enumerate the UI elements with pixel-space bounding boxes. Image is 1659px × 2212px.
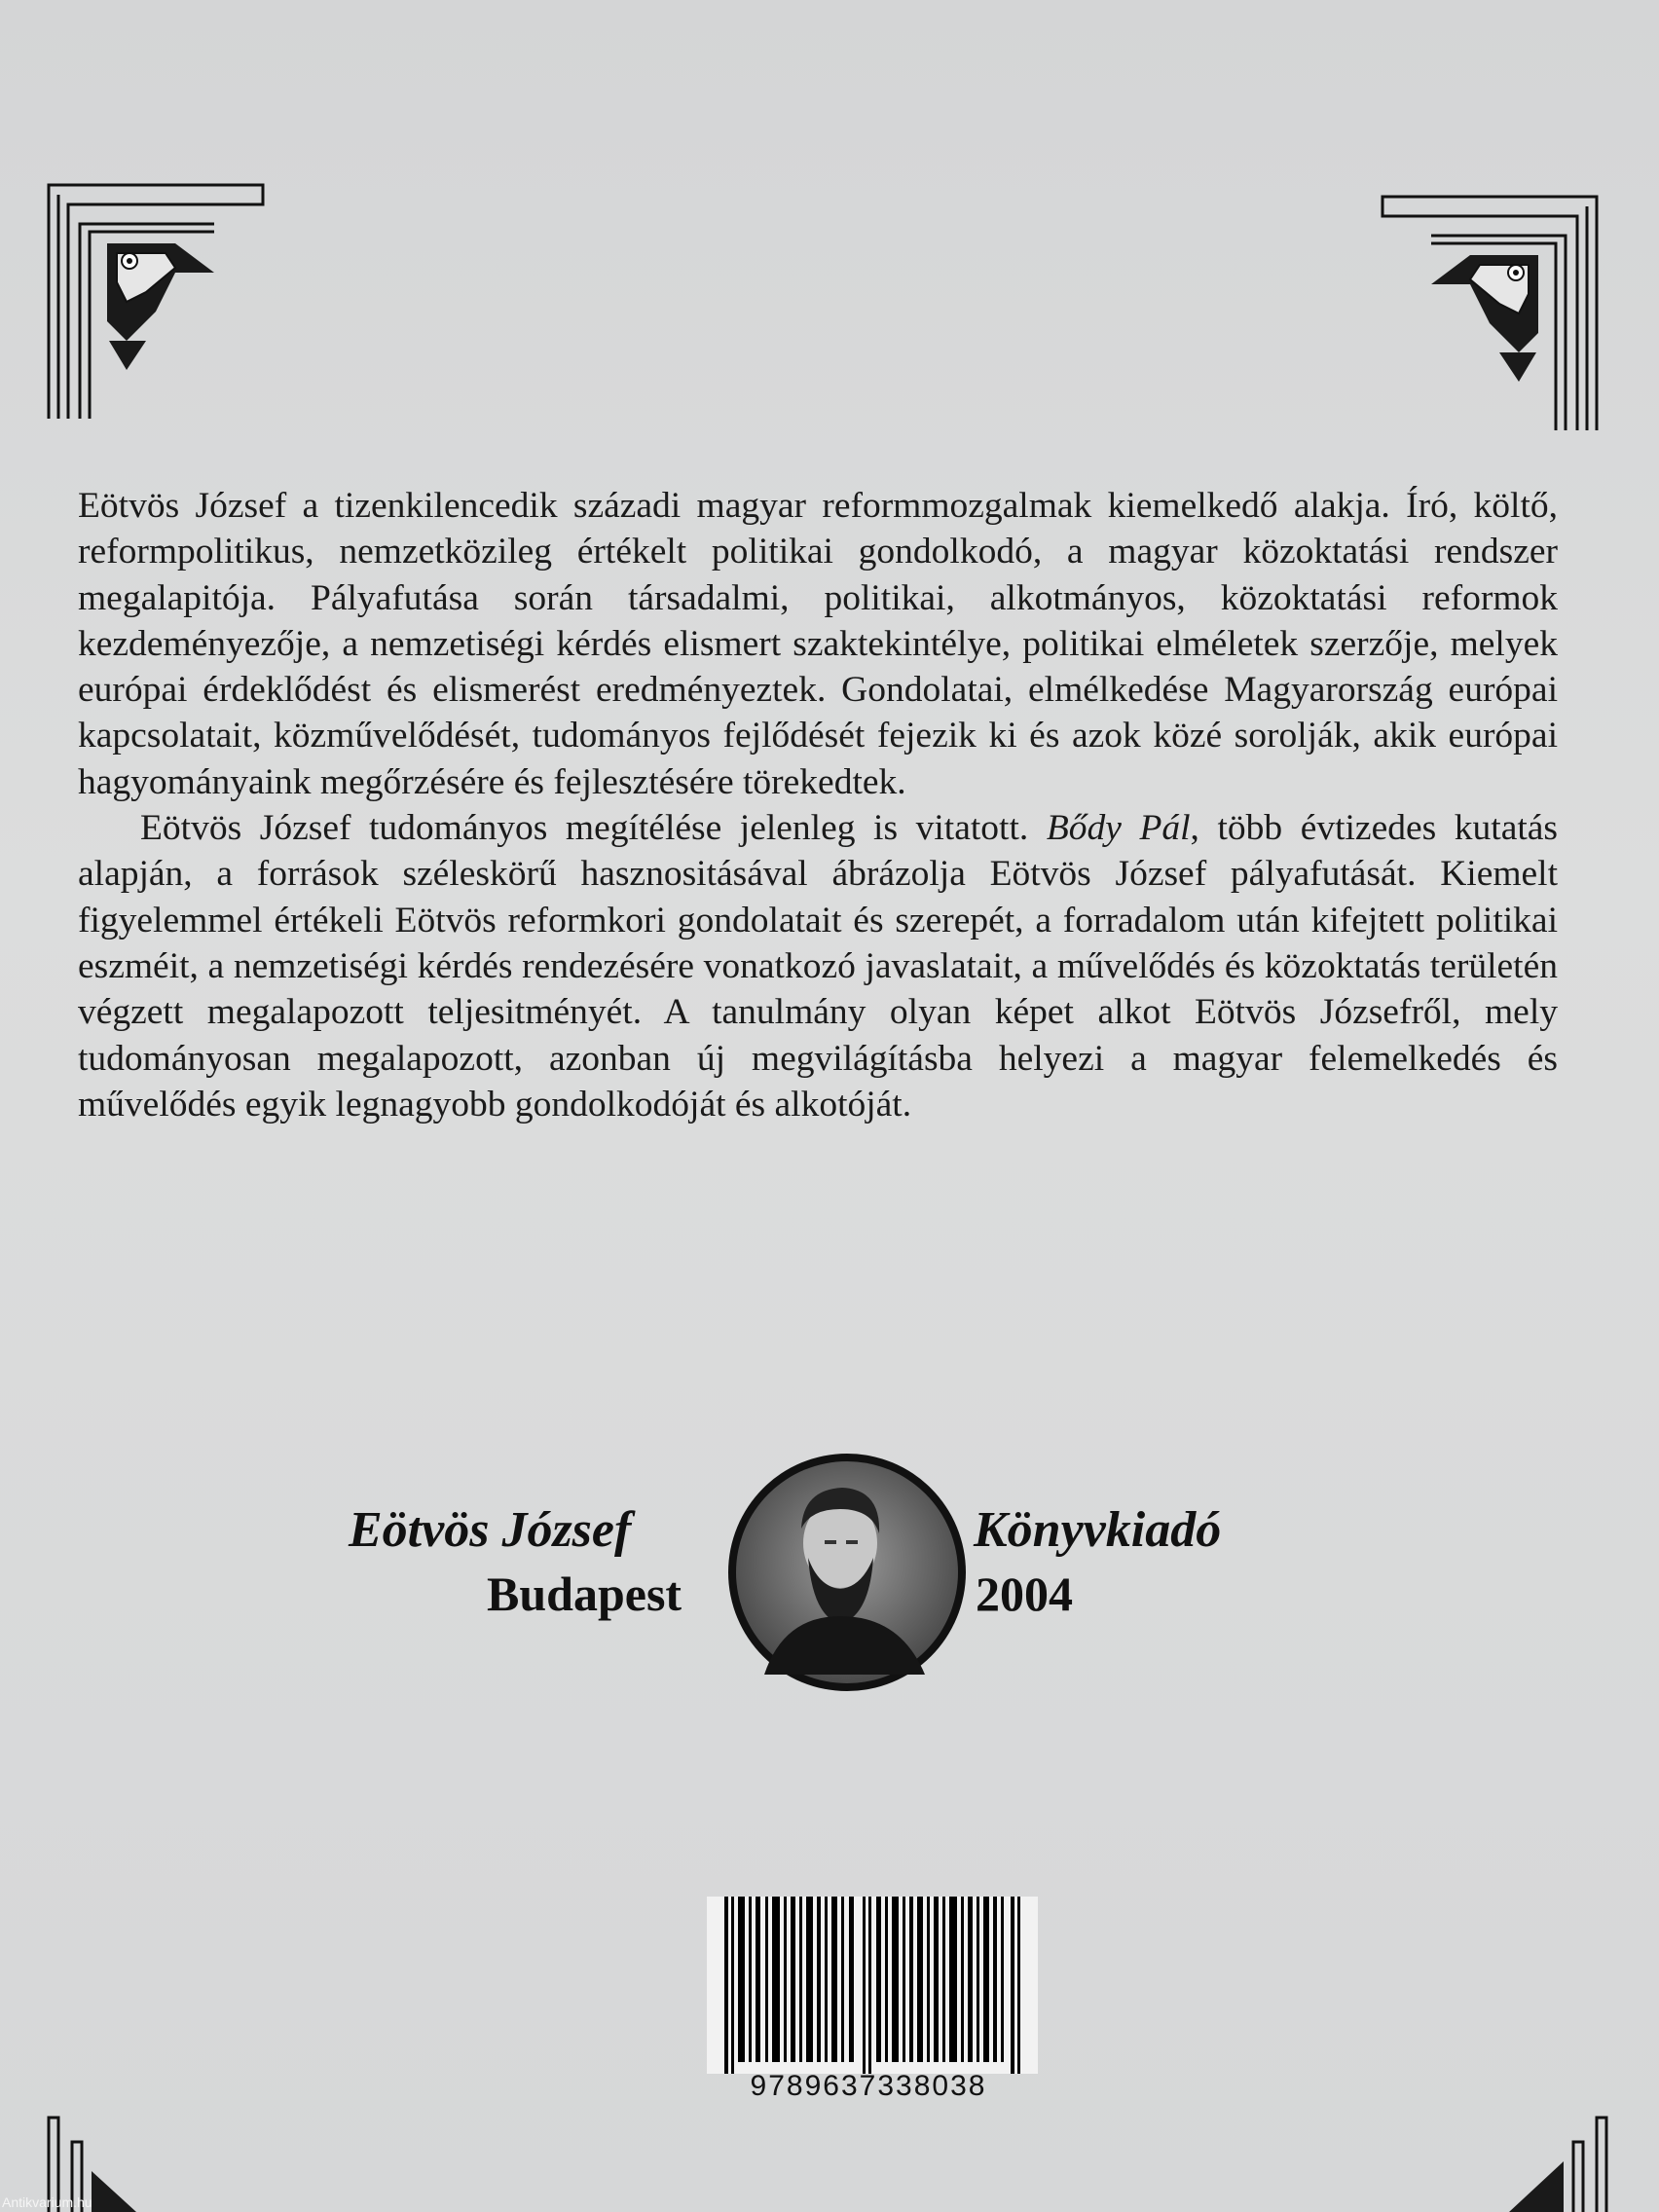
publisher-name-right: Könyvkiadó	[974, 1502, 1222, 1558]
paragraph-2-intro: Eötvös József tudományos megítélése jelenleg is vitatott.	[140, 808, 1047, 849]
description-paragraph-1: Eötvös József a tizenkilencedik századi magyar reformmozgalmak kiemelkedő alakja. Író, költő, reformpolitikus, nemzetközileg értékelt politikai gondolkodó, a magyar közoktatási rendszer megalapitója. Pályafutása során társadalmi, politikai, alkotmányos, közoktatási reformok kezdeményezője, a nemzetiségi kérdés elismert szaktekintélye, politikai elméletek szerzője, melyek európai érdeklődést és elismerést eredményeztek. Gondolatai, elmélkedése Magyarország európai kapcsolatait, közművelődését, tudományos fejlődését fejezik ki és azok közé sorolják, akik európai hagyományaink megőrzésére és fejlesztésére törekedtek.	[78, 486, 1558, 802]
publication-year: 2004	[976, 1567, 1073, 1621]
description-paragraph-2	[78, 805, 1558, 1127]
barcode-bars-icon	[707, 1897, 1038, 2074]
portrait-medallion-icon	[725, 1451, 969, 1694]
isbn-number: 9789637338038	[750, 2070, 987, 2102]
corner-ornament-top-left-icon	[29, 175, 282, 428]
watermark-label: Antikvarium.hu	[2, 2194, 92, 2210]
author-name: Bődy Pál	[1046, 808, 1191, 849]
isbn-barcode	[693, 1897, 1044, 2111]
corner-ornament-top-right-icon	[1363, 187, 1616, 440]
publisher-block	[341, 1451, 1314, 1704]
corner-ornament-bottom-right-icon	[1490, 2113, 1626, 2212]
publisher-name-left: Eötvös József	[349, 1502, 632, 1558]
paragraph-2-rest: , több évtizedes kutatás alapján, a források széleskörű hasznositásával ábrázolja Eötvös József pályafutását. Kiemelt figyelemmel értékeli Eötvös reformkori gondolatait és szerepét, a forradalom után kifejtett politikai eszméit, a nemzetiségi kérdés rendezésére vonatkozó javaslatait, a művelődés és közoktatás területén végzett megalapozott teljesitményét. A tanulmány olyan képet alkot Eötvös Józsefről, mely tudományosan megalapozott, azonban új megvilágításba helyezi a magyar felemelkedés és művelődés egyik legnagyobb gondolkodóját és alkotóját.	[78, 808, 1558, 1124]
book-description	[78, 483, 1558, 1127]
publisher-city: Budapest	[487, 1567, 682, 1621]
